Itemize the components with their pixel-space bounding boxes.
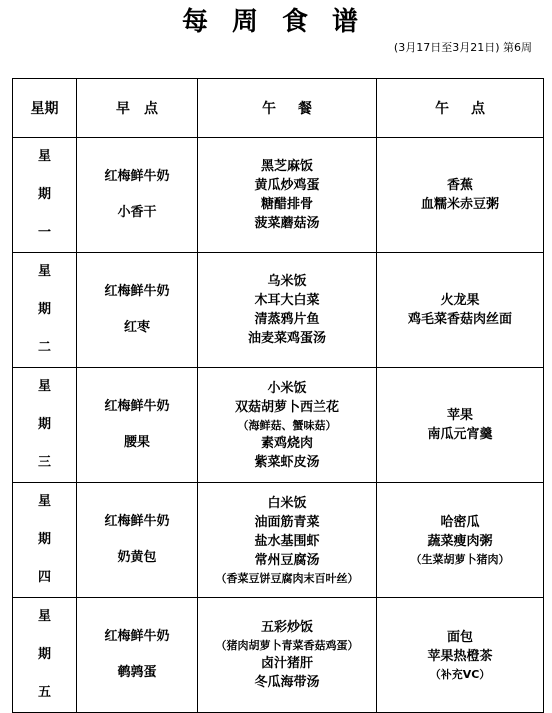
snack-cell (377, 598, 544, 713)
lunch-item: 盐水基围虾 (254, 533, 320, 549)
table-row-tue (13, 253, 544, 368)
week-range-label: (3月17日至3月21日) 第6周 (393, 41, 532, 54)
weekly-menu-table (12, 78, 544, 713)
snack-item: 血糯米赤豆粥 (420, 197, 499, 212)
breakfast-item: 红梅鲜牛奶 (104, 629, 170, 644)
day-char: 四 (37, 570, 51, 585)
lunch-cell (198, 253, 377, 368)
day-cell (13, 483, 77, 598)
header-lunch: 午餐 (198, 79, 377, 138)
lunch-item: 黑芝麻饭 (260, 159, 313, 174)
lunch-item: 冬瓜海带汤 (254, 675, 320, 690)
snack-ingredient-note: （补充VC） (429, 667, 491, 681)
lunch-item: 紫菜虾皮汤 (254, 454, 320, 470)
day-char: 二 (37, 340, 51, 355)
day-char: 星 (37, 494, 51, 509)
page-title: 每周食谱 (181, 7, 382, 37)
snack-cell (377, 253, 544, 368)
lunch-item: 糖醋排骨 (260, 197, 313, 212)
day-cell (13, 138, 77, 253)
lunch-item: 油面筋青菜 (254, 514, 320, 530)
breakfast-item: 腰果 (123, 435, 150, 450)
breakfast-cell (77, 253, 198, 368)
breakfast-item: 小香干 (117, 205, 157, 220)
snack-item: 苹果热橙茶 (427, 648, 493, 664)
lunch-item: 菠菜蘑菇汤 (254, 216, 320, 231)
day-char: 期 (37, 187, 51, 202)
day-cell (13, 253, 77, 368)
breakfast-item: 奶黄包 (117, 550, 157, 565)
day-char: 星 (37, 379, 51, 394)
breakfast-item: 红梅鲜牛奶 (104, 399, 170, 414)
snack-item: 鸡毛菜香菇肉丝面 (407, 312, 512, 327)
lunch-cell (198, 368, 377, 483)
lunch-item: 油麦菜鸡蛋汤 (247, 331, 326, 346)
snack-item: 火龙果 (440, 293, 480, 308)
lunch-item: 卤汁猪肝 (260, 656, 313, 671)
lunch-cell (198, 598, 377, 713)
lunch-item: 木耳大白菜 (254, 293, 320, 308)
lunch-item: 乌米饭 (267, 274, 307, 289)
snack-item: 香蕉 (446, 178, 473, 193)
lunch-item: 常州豆腐汤 (254, 552, 320, 568)
header-day: 星期 (13, 79, 77, 138)
snack-item: 蔬菜瘦肉粥 (427, 533, 493, 549)
table-header-row (13, 79, 544, 138)
menu-body (13, 138, 544, 713)
lunch-item: 五彩炒饭 (260, 620, 313, 635)
day-char: 期 (37, 532, 51, 547)
breakfast-item: 红梅鲜牛奶 (104, 284, 170, 299)
lunch-ingredient-note: （猪肉胡萝卜青菜香菇鸡蛋） (215, 639, 359, 652)
snack-cell (377, 138, 544, 253)
day-char: 期 (37, 647, 51, 662)
lunch-item: 素鸡烧肉 (260, 435, 313, 451)
breakfast-cell (77, 483, 198, 598)
header-snack: 午点 (377, 79, 544, 138)
day-char: 一 (37, 225, 51, 240)
lunch-cell (198, 138, 377, 253)
day-char: 星 (37, 609, 51, 624)
breakfast-item: 红梅鲜牛奶 (104, 514, 170, 529)
header-breakfast: 早点 (77, 79, 198, 138)
table-row-mon (13, 138, 544, 253)
day-char: 星 (37, 264, 51, 279)
snack-cell (377, 483, 544, 598)
lunch-item: 白米饭 (267, 495, 307, 511)
lunch-item: 清蒸鸦片鱼 (254, 312, 320, 327)
lunch-cell (198, 483, 377, 598)
table-row-thu (13, 483, 544, 598)
day-cell (13, 598, 77, 713)
snack-item: 面包 (446, 629, 473, 645)
day-cell (13, 368, 77, 483)
day-char: 星 (37, 149, 51, 164)
breakfast-cell (77, 138, 198, 253)
day-char: 五 (37, 685, 51, 700)
table-row-fri (13, 598, 544, 713)
lunch-ingredient-note: （香菜豆饼豆腐肉末百叶丝） (215, 571, 359, 585)
snack-item: 哈密瓜 (440, 514, 480, 530)
table-row-wed (13, 368, 544, 483)
snack-ingredient-note: （生菜胡萝卜猪肉） (410, 552, 510, 566)
day-char: 期 (37, 417, 51, 432)
breakfast-item: 鹌鹑蛋 (117, 665, 157, 680)
breakfast-cell (77, 598, 198, 713)
breakfast-item: 红枣 (123, 320, 150, 335)
breakfast-item: 红梅鲜牛奶 (104, 169, 170, 184)
snack-cell (377, 368, 544, 483)
day-char: 三 (37, 455, 51, 470)
lunch-ingredient-note: （海鲜菇、蟹味菇） (237, 418, 337, 432)
lunch-item: 小米饭 (267, 380, 307, 396)
breakfast-cell (77, 368, 198, 483)
day-char: 期 (37, 302, 51, 317)
lunch-item: 黄瓜炒鸡蛋 (254, 178, 320, 193)
snack-item: 苹果 (446, 408, 473, 423)
snack-item: 南瓜元宵羹 (427, 427, 493, 442)
lunch-item: 双菇胡萝卜西兰花 (234, 399, 339, 415)
